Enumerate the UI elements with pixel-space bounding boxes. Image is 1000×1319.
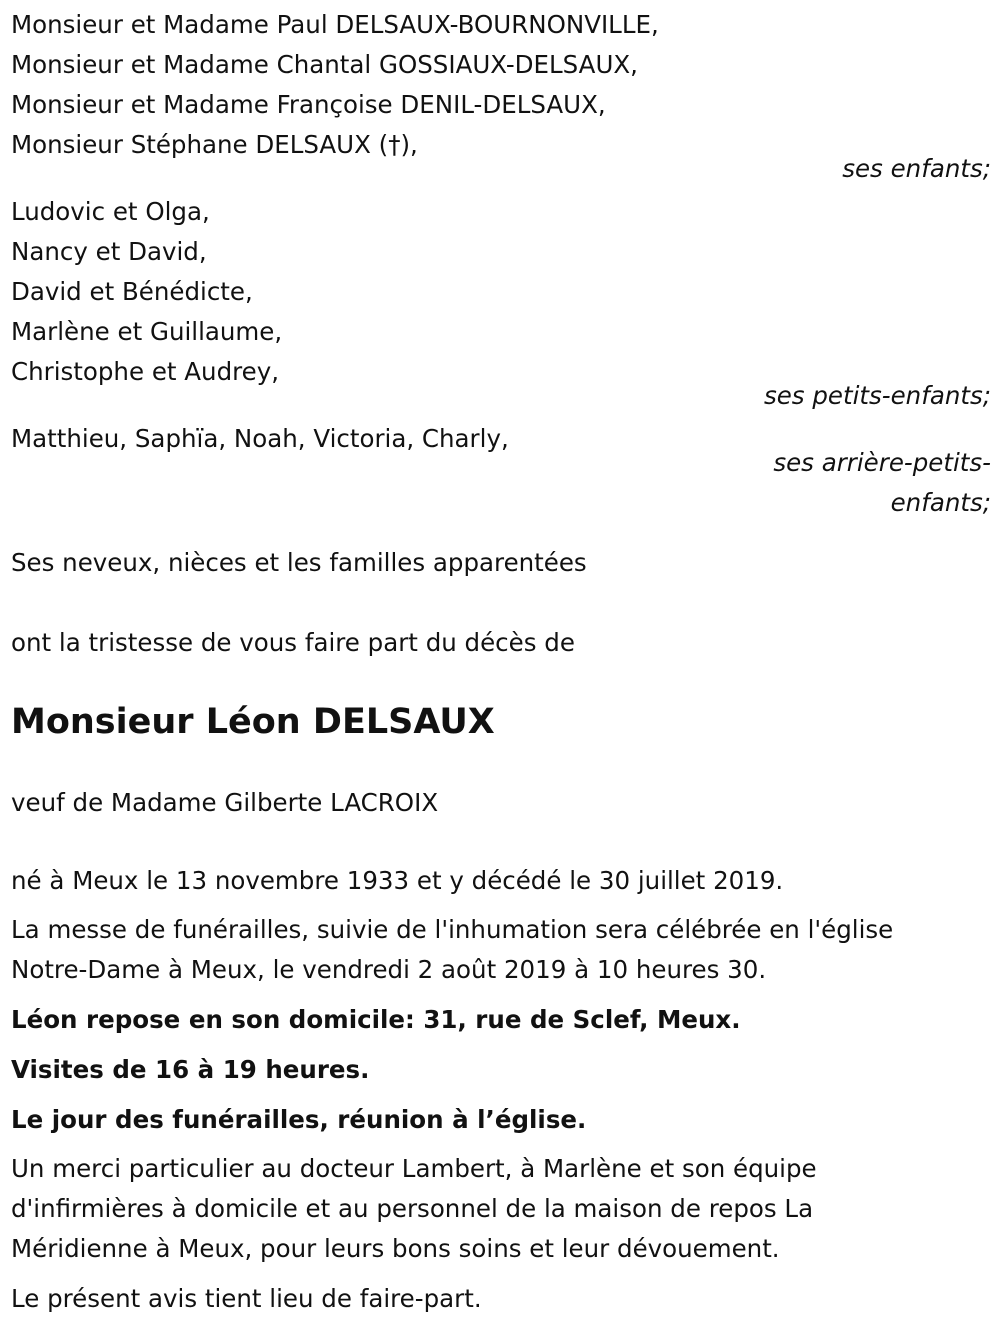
thanks-line: Un merci particulier au docteur Lambert, à Marlène et son équipe: [11, 1154, 817, 1183]
grandchild-line: Ludovic et Olga,: [11, 197, 210, 226]
thanks-line: d'infirmières à domicile et au personnel de la maison de repos La: [11, 1194, 814, 1223]
deceased-name: Monsieur Léon DELSAUX: [11, 702, 495, 742]
funeral-day-line: Le jour des funérailles, réunion à l’église.: [11, 1105, 587, 1134]
children-label: ses enfants;: [842, 154, 991, 183]
rests-at-line: Léon repose en son domicile: 31, rue de Sclef, Meux.: [11, 1005, 741, 1034]
thanks-line: Méridienne à Meux, pour leurs bons soins et leur dévouement.: [11, 1234, 780, 1263]
child-line: Monsieur et Madame Chantal GOSSIAUX-DELSAUX,: [11, 50, 638, 79]
grandchild-line: Christophe et Audrey,: [11, 357, 280, 386]
funeral-mass-line: La messe de funérailles, suivie de l'inhumation sera célébrée en l'église: [11, 915, 894, 944]
grandchildren-label: ses petits-enfants;: [763, 381, 991, 410]
grandchild-line: Nancy et David,: [11, 237, 207, 266]
grandchild-line: David et Bénédicte,: [11, 277, 253, 306]
widower-line: veuf de Madame Gilberte LACROIX: [11, 788, 439, 817]
announcement-line: ont la tristesse de vous faire part du décès de: [11, 628, 575, 657]
great-grandchildren-line: Matthieu, Saphïa, Noah, Victoria, Charly,: [11, 424, 509, 453]
child-line: Monsieur et Madame Françoise DENIL-DELSAUX,: [11, 90, 606, 119]
funeral-mass-paragraph: [11, 910, 991, 990]
children-list: [11, 5, 991, 165]
closing-line: Le présent avis tient lieu de faire-part.: [11, 1284, 482, 1313]
child-line: Monsieur Stéphane DELSAUX (†),: [11, 130, 418, 159]
child-line: Monsieur et Madame Paul DELSAUX-BOURNONVILLE,: [11, 10, 659, 39]
visits-line: Visites de 16 à 19 heures.: [11, 1055, 370, 1084]
great-grandchildren-label-line: ses arrière-petits-: [773, 448, 991, 477]
grandchildren-list: [11, 192, 991, 392]
funeral-mass-line: Notre-Dame à Meux, le vendredi 2 août 2019 à 10 heures 30.: [11, 955, 767, 984]
birth-death-line: né à Meux le 13 novembre 1933 et y décédé le 30 juillet 2019.: [11, 866, 784, 895]
relatives-line: Ses neveux, nièces et les familles apparentées: [11, 548, 587, 577]
thanks-paragraph: [11, 1149, 991, 1269]
great-grandchildren-label-line: enfants;: [890, 488, 991, 517]
grandchild-line: Marlène et Guillaume,: [11, 317, 283, 346]
obituary-notice: [11, 5, 991, 1319]
